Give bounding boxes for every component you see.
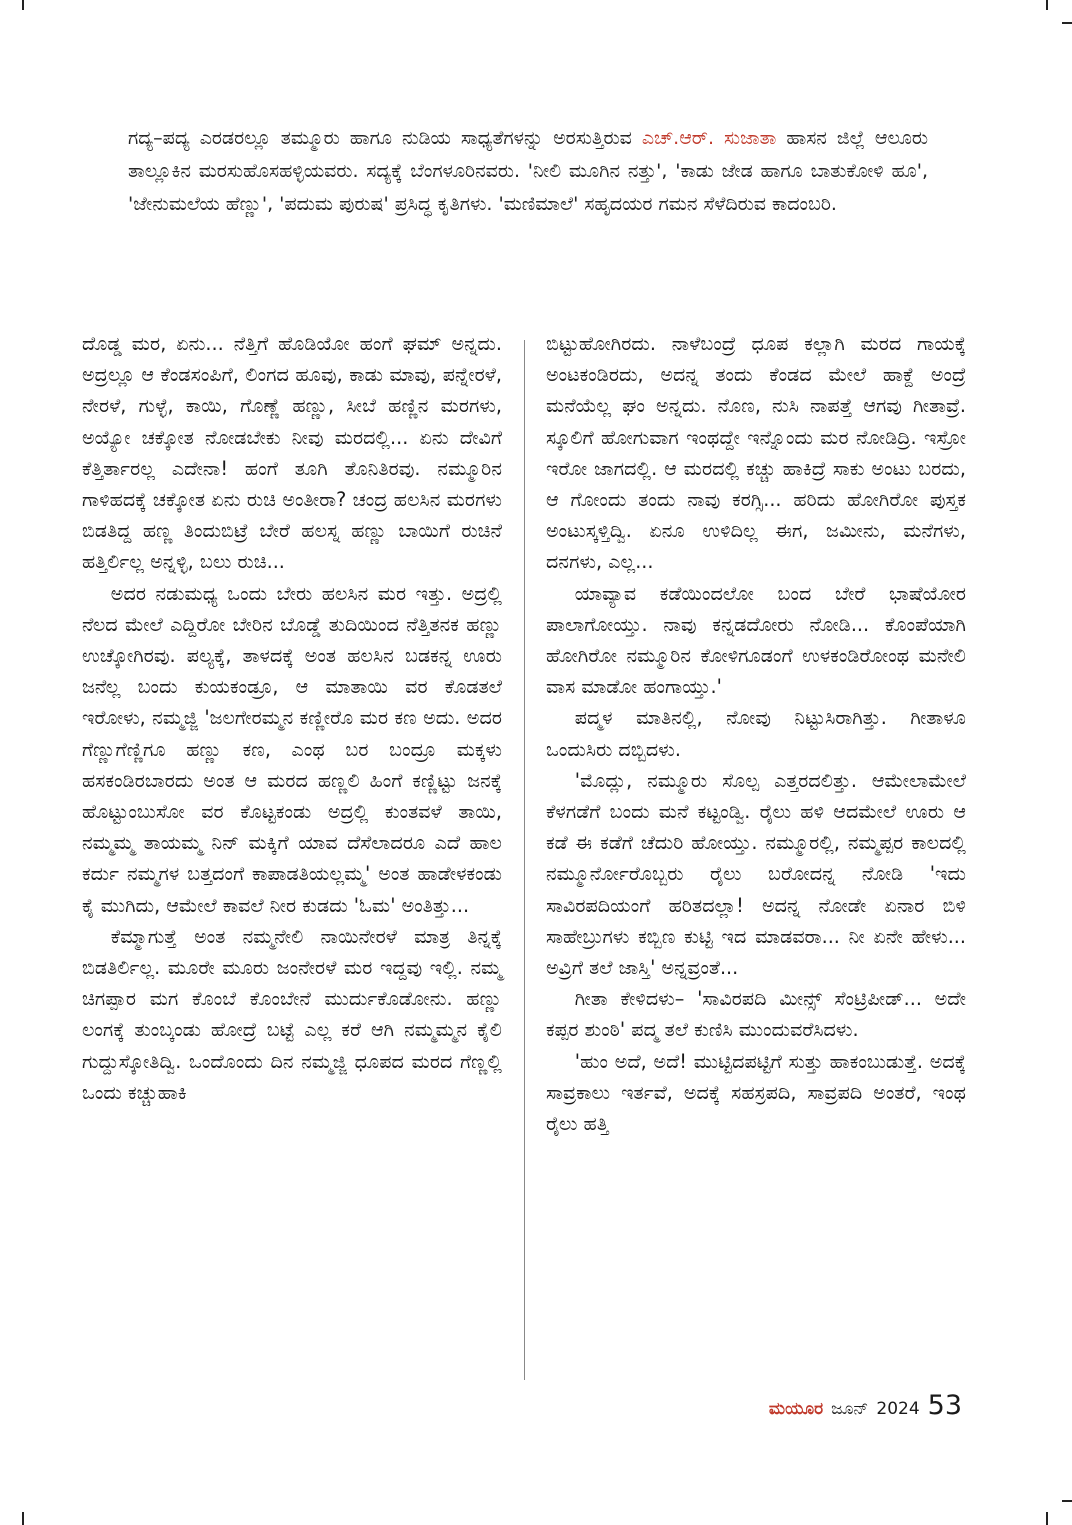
page-number: 53 bbox=[927, 1390, 962, 1421]
bio-text-end: ಹಾಸನ ಜಿಲ್ಲೆ ಆಲೂರು ತಾಲ್ಲೂಕಿನ ಮರಸುಹೊಸಹಳ್ಳಿಯವರು. ಸದ್ಯಕ್ಕೆ ಬೆಂಗಳೂರಿನವರು. 'ನೀಲಿ ಮೂಗಿನ ನತ್ತು', 'ಕಾಡು ಜೇಡ ಹಾಗೂ ಬಾತುಕೋಳಿ ಹೂ', 'ಜೇನುಮಲೆಯ ಹೆಣ್ಣು', 'ಪದುಮ ಪುರುಷ' ಪ್ರಸಿದ್ಧ ಕೃತಿಗಳು. 'ಮಣಿಮಾಲೆ' ಸಹೃದಯರ ಗಮನ ಸೆಳೆದಿರುವ ಕಾದಂಬರಿ. bbox=[128, 127, 928, 215]
issue-month: ಜೂನ್ bbox=[831, 1399, 869, 1419]
paragraph: ದೊಡ್ಡ ಮರ, ಏನು... ನೆತ್ತಿಗೆ ಹೊಡಿಯೋ ಹಂಗೆ ಘಮ್ ಅನ್ನದು. ಅದ್ರಲ್ಲೂ ಆ ಕೆಂಡಸಂಪಿಗೆ, ಲಿಂಗದ ಹೂವು, ಕಾಡು ಮಾವು, ಪನ್ನೇರಳೆ, ನೇರಳೆ, ಗುಳ್ಳೆ, ಕಾಯಿ, ಗೊಣ್ಣೆ ಹಣ್ಣು, ಸೀಬೆ ಹಣ್ಣಿನ ಮರಗಳು, ಅಯ್ಯೋ ಚಕ್ಕೋತ ನೋಡಬೇಕು ನೀವು ಮರದಲ್ಲಿ... ಏನು ದೇವಿಗೆ ಕೆತ್ತಿರ್ತಾರಲ್ಲ ಎದೇನಾ! ಹಂಗೆ ತೂಗಿ ತೊನಿತಿರವು. ನಮ್ಮೂರಿನ ಗಾಳಿಹದಕ್ಕೆ ಚಕ್ಕೋತ ಏನು ರುಚಿ ಅಂತೀರಾ? ಚಂದ್ರ ಹಲಸಿನ ಮರಗಳು ಬಿಡತಿದ್ದ ಹಣ್ಣ ತಿಂದುಬಿಟ್ರೆ ಬೇರೆ ಹಲಸ್ನ ಹಣ್ಣು ಬಾಯಿಗೆ ರುಚಿನೆ ಹತ್ತಿರ್ಲಿಲ್ಲ ಅನ್ನಳ್ಳಿ, ಬಲು ರುಚಿ... bbox=[82, 332, 502, 574]
paragraph: ಬಿಟ್ಟುಹೋಗಿರದು. ನಾಳೆಬಂದ್ರೆ ಧೂಪ ಕಲ್ಲಾಗಿ ಮರದ ಗಾಯಕ್ಕೆ ಅಂಟಕಂಡಿರದು, ಅದನ್ನ ತಂದು ಕೆಂಡದ ಮೇಲೆ ಹಾಕ್ದೆ ಅಂದ್ರೆ ಮನೆಯೆಲ್ಲ ಘಂ ಅನ್ನದು. ನೊಣ, ನುಸಿ ನಾಪತ್ತೆ ಆಗವು ಗೀತಾವ್ರೆ. ಸ್ಕೂಲಿಗೆ ಹೋಗುವಾಗ ಇಂಥದ್ದೇ ಇನ್ನೊಂದು ಮರ ನೋಡಿದ್ರಿ. ಇಸ್ರೋ ಇರೋ ಜಾಗದಲ್ಲಿ. ಆ ಮರದಲ್ಲಿ ಕಚ್ಚು ಹಾಕಿದ್ರೆ ಸಾಕು ಅಂಟು ಬರದು, ಆ ಗೋಂದು ತಂದು ನಾವು ಕರಗ್ಸಿ... ಹರಿದು ಹೋಗಿರೋ ಪುಸ್ತಕ ಅಂಟುಸ್ಕಳ್ತಿದ್ವಿ. ಏನೂ ಉಳಿದಿಲ್ಲ ಈಗ, ಜಮೀನು, ಮನೆಗಳು, ದನಗಳು, ಎಲ್ಲ... bbox=[546, 332, 966, 574]
paragraph: ಪದ್ಮಳ ಮಾತಿನಲ್ಲಿ, ನೋವು ನಿಟ್ಟುಸಿರಾಗಿತ್ತು. ಗೀತಾಳೂ ಒಂದುಸಿರು ದಬ್ಬಿದಳು. bbox=[546, 706, 966, 761]
paragraph: ಗೀತಾ ಕೇಳಿದಳು– 'ಸಾವಿರಪದಿ ಮೀನ್ಸ್ ಸೆಂಟ್ರಿಪೀಡ್... ಅದೇ ಕಪ್ಪರ ಶುಂಠಿ' ಪದ್ಮ ತಲೆ ಕುಣಿಸಿ ಮುಂದುವರೆಸಿದಳು. bbox=[546, 987, 966, 1042]
author-name: ಎಚ್.ಆರ್. ಸುಜಾತಾ bbox=[641, 127, 777, 149]
crop-mark-top-right bbox=[1046, 0, 1048, 10]
crop-mark-bottom-right bbox=[1046, 1512, 1048, 1525]
author-bio bbox=[128, 122, 928, 221]
paragraph: 'ಹುಂ ಅದೆ, ಅದೆ! ಮುಟ್ಟಿದಪಟ್ಟಿಗೆ ಸುತ್ತು ಹಾಕಂಬುಡುತ್ತೆ. ಅದಕ್ಕೆ ಸಾವ್ರಕಾಲು ಇರ್ತವೆ, ಅದಕ್ಕೆ ಸಹಸ್ರಪದಿ, ಸಾವ್ರಪದಿ ಅಂತರೆ, ಇಂಥ ರೈಲು ಹತ್ತಿ bbox=[546, 1049, 966, 1136]
crop-mark-top-right-side bbox=[1062, 22, 1072, 24]
crop-mark-bottom-right-side bbox=[1062, 1500, 1072, 1502]
paragraph: 'ಮೊದ್ಲು, ನಮ್ಮೂರು ಸೊಲ್ಪ ಎತ್ತರದಲಿತ್ತು. ಆಮೇಲಾಮೇಲೆ ಕೆಳಗಡೆಗೆ ಬಂದು ಮನೆ ಕಟ್ಟಂಡ್ವಿ. ರೈಲು ಹಳಿ ಆದಮೇಲೆ ಊರು ಆ ಕಡೆ ಈ ಕಡೆಗೆ ಚೆದುರಿ ಹೋಯ್ತು. ನಮ್ಮೂರಲ್ಲಿ, ನಮ್ಮಪ್ಪರ ಕಾಲದಲ್ಲಿ ನಮ್ಮೂರ್ನೋರೊಬ್ಬರು ರೈಲು ಬರೋದನ್ನ ನೋಡಿ 'ಇದು ಸಾವಿರಪದಿಯಂಗೆ ಹರಿತದಲ್ಲಾ! ಅದನ್ನ ನೋಡೇ ಏನಾರ ಬಿಳಿ ಸಾಹೇಬ್ರುಗಳು ಕಬ್ಬಿಣ ಕುಟ್ಟಿ ಇದ ಮಾಡವರಾ... ನೀ ಏನೇ ಹೇಳು... ಅವ್ರಿಗೆ ತಲೆ ಜಾಸ್ತಿ' ಅನ್ನವ್ರಂತೆ... bbox=[546, 768, 966, 980]
page-footer bbox=[769, 1390, 962, 1421]
paragraph: ಕೆಮ್ಮಾಗುತ್ತೆ ಅಂತ ನಮ್ಮನೇಲಿ ನಾಯಿನೇರಳೆ ಮಾತ್ರ ತಿನ್ನಕ್ಕೆ ಬಿಡತಿರ್ಲಿಲ್ಲ. ಮೂರೇ ಮೂರು ಜಂನೇರಳೆ ಮರ ಇದ್ದವು ಇಲ್ಲಿ. ನಮ್ಮ ಚಿಗಪ್ಪಾರ ಮಗ ಕೊಂಬೆ ಕೊಂಬೇನೆ ಮುರ್ದುಕೊಡೋನು. ಹಣ್ಣು ಲಂಗಕ್ಕೆ ತುಂಬ್ಕಂಡು ಹೋದ್ರೆ ಬಟ್ಟೆ ಎಲ್ಲ ಕರೆ ಆಗಿ ನಮ್ಮಮ್ಮನ ಕೈಲಿ ಗುದ್ದುಸ್ಕೋತಿದ್ವಿ. ಒಂದೊಂದು ದಿನ ನಮ್ಮಜ್ಜಿ ಧೂಪದ ಮರದ ಗೆಣ್ಣಲ್ಲಿ ಒಂದು ಕಚ್ಚುಹಾಕಿ bbox=[82, 924, 502, 1104]
paragraph: ಯಾವ್ಯಾವ ಕಡೆಯಿಂದಲೋ ಬಂದ ಬೇರೆ ಭಾಷೆಯೋರ ಪಾಲಾಗೋಯ್ತು. ನಾವು ಕನ್ನಡದೋರು ನೋಡಿ... ಕೊಂಪೆಯಾಗಿ ಹೋಗಿರೋ ನಮ್ಮೂರಿನ ಕೋಳಿಗೂಡಂಗೆ ಉಳಕಂಡಿರೋಂಥ ಮನೇಲಿ ವಾಸ ಮಾಡೋ ಹಂಗಾಯ್ತು.' bbox=[546, 581, 966, 699]
bio-text-start: ಗದ್ಯ–ಪದ್ಯ ಎರಡರಲ್ಲೂ ತಮ್ಮೂರು ಹಾಗೂ ನುಡಿಯ ಸಾಧ್ಯತೆಗಳನ್ನು ಅರಸುತ್ತಿರುವ bbox=[128, 127, 642, 149]
left-column bbox=[82, 328, 502, 1380]
crop-mark-bottom-left bbox=[22, 1512, 24, 1525]
issue-year: 2024 bbox=[876, 1399, 920, 1419]
crop-mark-top-left bbox=[22, 0, 24, 10]
magazine-logo: ಮಯೂರ bbox=[768, 1399, 824, 1419]
right-column bbox=[546, 328, 966, 1380]
column-divider bbox=[524, 340, 525, 1380]
paragraph: ಅದರ ನಡುಮಧ್ಯ ಒಂದು ಬೇರು ಹಲಸಿನ ಮರ ಇತ್ತು. ಅದ್ರಲ್ಲಿ ನೆಲದ ಮೇಲೆ ಎದ್ದಿರೋ ಬೇರಿನ ಬೊಡ್ಡೆ ತುದಿಯಿಂದ ನೆತ್ತಿತನಕ ಹಣ್ಣು ಉಚ್ಕೋಗಿರವು. ಪಲ್ಯಕ್ಕೆ, ತಾಳದಕ್ಕೆ ಅಂತ ಹಲಸಿನ ಬಡಕನ್ನ ಊರು ಜನೆಲ್ಲ ಬಂದು ಕುಯಕಂಡ್ರೂ, ಆ ಮಾತಾಯಿ ವರ ಕೊಡತಲೆ ಇರೋಳು, ನಮ್ಮಜ್ಜಿ 'ಜಲಗೇರಮ್ಮನ ಕಣ್ಣೀರೊ ಮರ ಕಣ ಅದು. ಅದರ ಗೆಣ್ಣುಗೆಣ್ಣಿಗೂ ಹಣ್ಣು ಕಣ, ಎಂಥ ಬರ ಬಂದ್ರೂ ಮಕ್ಕಳು ಹಸಕಂಡಿರಬಾರದು ಅಂತ ಆ ಮರದ ಹಣ್ಣಲಿ ಹಿಂಗೆ ಕಣ್ಣಿಟ್ಟು ಜನಕ್ಕೆ ಹೊಟ್ಟುಂಬುಸೋ ವರ ಕೊಟ್ಟಕಂಡು ಅದ್ರಲ್ಲಿ ಕುಂತವಳೆ ತಾಯಿ, ನಮ್ಮಮ್ಮ ತಾಯಮ್ಮ ನಿನ್ ಮಕ್ಕಿಗೆ ಯಾವ ದೆಸೆಲಾದರೂ ಎದೆ ಹಾಲ ಕರ್ದು ನಮ್ಮಗಳ ಬತ್ತದಂಗೆ ಕಾಪಾಡತಿಯಲ್ಲಮ್ಮ' ಅಂತ ಹಾಡೇಳಕಂಡು ಕೈ ಮುಗಿದು, ಆಮೇಲೆ ಕಾವಲೆ ನೀರ ಕುಡದು 'ಓಮ' ಅಂತಿತ್ತು... bbox=[82, 581, 502, 917]
